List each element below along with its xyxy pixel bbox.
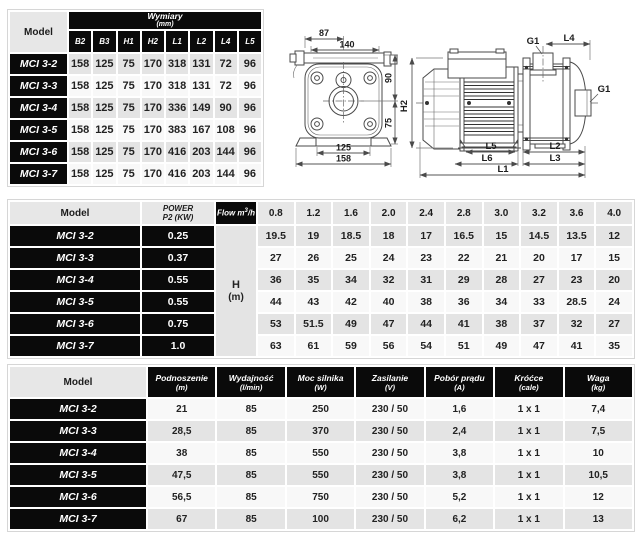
head-value-cell: 23 (408, 248, 444, 268)
spec-header-line2: (W) (314, 382, 327, 392)
spec-value-cell: 5,2 (426, 487, 493, 507)
head-value-cell: 23 (559, 270, 595, 290)
model-cell: MCI 3-3 (10, 248, 140, 268)
dim-value-cell: 131 (190, 76, 212, 96)
table-row (10, 226, 632, 246)
model-cell: MCI 3-2 (10, 226, 140, 246)
model-cell: MCI 3-6 (10, 487, 146, 507)
motor-fan-cover (423, 69, 460, 149)
head-value-cell: 25 (333, 248, 369, 268)
head-value-cell: 36 (258, 270, 294, 290)
flow-value-header: 2.8 (446, 202, 482, 224)
group-title: Wymiary (147, 12, 183, 21)
head-value-cell: 21 (484, 248, 520, 268)
dim-column-header: L1 (166, 31, 188, 52)
power-label-line2: P2 (KW) (162, 213, 194, 222)
dim-value-cell: 75 (118, 142, 140, 162)
head-value-cell: 17 (408, 226, 444, 246)
model-cell: MCI 3-3 (10, 76, 67, 96)
model-cell: MCI 3-2 (10, 399, 146, 419)
pump-technical-drawing (283, 2, 640, 196)
head-value-cell: 51.5 (296, 314, 332, 334)
spec-header-line2: (cale) (519, 382, 539, 392)
dim-column-header: H2 (142, 31, 164, 52)
spec-value-cell: 28,5 (148, 421, 215, 441)
spec-value-cell: 85 (217, 465, 284, 485)
spec-value-cell: 1 x 1 (495, 487, 562, 507)
side-dim-l1: L1 (497, 164, 509, 175)
model-cell: MCI 3-2 (10, 54, 67, 74)
dim-value-cell: 75 (118, 98, 140, 118)
head-value-cell: 38 (408, 292, 444, 312)
spec-header-line2: (V) (384, 382, 395, 392)
spec-value-cell: 100 (287, 509, 354, 529)
spec-value-cell: 7,5 (565, 421, 632, 441)
power-cell: 0.55 (142, 270, 214, 290)
head-value-cell: 14.5 (521, 226, 557, 246)
header-row (10, 367, 632, 397)
head-value-cell: 32 (559, 314, 595, 334)
spec-value-cell: 85 (217, 421, 284, 441)
spec-value-cell: 230 / 50 (356, 443, 423, 463)
spec-value-cell: 12 (565, 487, 632, 507)
spec-value-cell: 85 (217, 487, 284, 507)
dim-value-cell: 158 (69, 142, 91, 162)
spec-value-cell: 370 (287, 421, 354, 441)
head-value-cell: 38 (484, 314, 520, 334)
table-row (10, 142, 261, 162)
pump-right-flange (563, 58, 570, 150)
pump-front-view (290, 51, 397, 146)
head-value-cell: 44 (408, 314, 444, 334)
head-value-cell: 47 (371, 314, 407, 334)
table-row (10, 248, 632, 268)
dimensions-group-header (69, 12, 261, 29)
dim-value-cell: 318 (166, 76, 188, 96)
spec-value-cell: 38 (148, 443, 215, 463)
head-value-cell: 51 (446, 336, 482, 356)
dim-value-cell: 170 (142, 142, 164, 162)
side-dim-h2: H2 (399, 99, 410, 113)
power-label-line1: POWER (162, 204, 194, 213)
head-value-cell: 59 (333, 336, 369, 356)
spec-value-cell: 230 / 50 (356, 487, 423, 507)
dim-value-cell: 96 (239, 54, 261, 74)
front-dim-75: 75 (383, 117, 394, 129)
flow-value-header: 1.2 (296, 202, 332, 224)
dim-value-cell: 158 (69, 120, 91, 140)
head-value-cell: 28 (484, 270, 520, 290)
terminal-box (448, 52, 506, 78)
model-column-header: Model (10, 202, 140, 224)
spec-table-head (10, 367, 632, 397)
dim-value-cell: 90 (215, 98, 237, 118)
side-dim-l5: L5 (485, 141, 497, 152)
model-cell: MCI 3-7 (10, 336, 140, 356)
dim-value-cell: 75 (118, 76, 140, 96)
head-value-cell: 53 (258, 314, 294, 334)
spec-column-header (426, 367, 493, 397)
dim-column-header: H1 (118, 31, 140, 52)
dim-value-cell: 383 (166, 120, 188, 140)
side-dim-l2: L2 (549, 141, 561, 152)
head-value-cell: 18.5 (333, 226, 369, 246)
spec-column-header (565, 367, 632, 397)
dim-column-header: B2 (69, 31, 91, 52)
table-row (10, 76, 261, 96)
head-value-cell: 35 (596, 336, 632, 356)
model-cell: MCI 3-5 (10, 120, 67, 140)
spec-column-header (495, 367, 562, 397)
side-dim-l6: L6 (481, 153, 493, 164)
spec-header-line2: (l/min) (239, 382, 263, 392)
group-unit: (mm) (156, 21, 174, 28)
head-value-cell: 16.5 (446, 226, 482, 246)
head-value-cell: 22 (446, 248, 482, 268)
head-value-cell: 56 (371, 336, 407, 356)
dim-value-cell: 144 (215, 164, 237, 184)
model-cell: MCI 3-7 (10, 509, 146, 529)
side-port (575, 90, 591, 116)
dim-column-header: L5 (239, 31, 261, 52)
dim-value-cell: 96 (239, 120, 261, 140)
spec-header-line2: (m) (175, 382, 188, 392)
table-row (10, 314, 632, 334)
spec-value-cell: 1 x 1 (495, 509, 562, 529)
header-row (10, 12, 261, 29)
head-value-cell: 19.5 (258, 226, 294, 246)
spec-value-cell: 47,5 (148, 465, 215, 485)
dim-column-header: L4 (215, 31, 237, 52)
spec-value-cell: 10,5 (565, 465, 632, 485)
spec-value-cell: 1 x 1 (495, 443, 562, 463)
head-value-cell: 28.5 (559, 292, 595, 312)
power-cell: 0.75 (142, 314, 214, 334)
spec-value-cell: 56,5 (148, 487, 215, 507)
head-value-cell: 12 (596, 226, 632, 246)
flow-value-header: 4.0 (596, 202, 632, 224)
dim-value-cell: 125 (93, 76, 115, 96)
power-cell: 0.37 (142, 248, 214, 268)
head-value-cell: 27 (596, 314, 632, 334)
head-value-cell: 32 (371, 270, 407, 290)
table-row (10, 98, 261, 118)
dim-value-cell: 72 (215, 76, 237, 96)
head-value-cell: 31 (408, 270, 444, 290)
head-meters-label (216, 226, 256, 356)
dim-value-cell: 170 (142, 98, 164, 118)
motor-body (460, 67, 518, 151)
dimensions-table (7, 9, 264, 187)
model-column-header: Model (10, 12, 67, 52)
dim-value-cell: 203 (190, 164, 212, 184)
head-value-cell: 36 (446, 292, 482, 312)
head-value-cell: 35 (296, 270, 332, 290)
head-value-cell: 20 (521, 248, 557, 268)
side-dim-l4: L4 (563, 33, 575, 44)
model-cell: MCI 3-4 (10, 98, 67, 118)
flow-value-header: 3.6 (559, 202, 595, 224)
spec-value-cell: 6,2 (426, 509, 493, 529)
head-value-cell: 27 (258, 248, 294, 268)
spec-value-cell: 1 x 1 (495, 399, 562, 419)
header-row (10, 202, 632, 224)
table-row (10, 336, 632, 356)
specifications-table (7, 364, 635, 532)
head-value-cell: 44 (258, 292, 294, 312)
model-cell: MCI 3-4 (10, 270, 140, 290)
model-cell: MCI 3-6 (10, 142, 67, 162)
spec-column-header (356, 367, 423, 397)
dim-value-cell: 96 (239, 98, 261, 118)
dim-value-cell: 416 (166, 164, 188, 184)
pump-side-view (416, 46, 599, 151)
flow-value-header: 3.2 (521, 202, 557, 224)
dim-table-body (10, 54, 261, 184)
spec-value-cell: 550 (287, 443, 354, 463)
dim-value-cell: 125 (93, 164, 115, 184)
flow-column-header (216, 202, 256, 224)
dim-table-head (10, 12, 261, 52)
head-value-cell: 19 (296, 226, 332, 246)
side-dim-l3: L3 (549, 153, 561, 164)
dim-value-cell: 108 (215, 120, 237, 140)
front-dim-87: 87 (318, 28, 330, 38)
dim-value-cell: 149 (190, 98, 212, 118)
power-cell: 0.55 (142, 292, 214, 312)
table-row (10, 120, 261, 140)
dim-value-cell: 131 (190, 54, 212, 74)
head-value-cell: 26 (296, 248, 332, 268)
head-value-cell: 20 (596, 270, 632, 290)
table-row (10, 509, 632, 529)
head-value-cell: 49 (333, 314, 369, 334)
model-cell: MCI 3-3 (10, 421, 146, 441)
spec-column-header (287, 367, 354, 397)
spec-header-line2: (kg) (591, 382, 606, 392)
spec-value-cell: 230 / 50 (356, 465, 423, 485)
dim-value-cell: 125 (93, 120, 115, 140)
spec-value-cell: 13 (565, 509, 632, 529)
flow-label: Flow m (216, 208, 245, 218)
performance-table (7, 199, 635, 359)
dim-value-cell: 170 (142, 76, 164, 96)
flow-value-header: 2.4 (408, 202, 444, 224)
head-value-cell: 41 (559, 336, 595, 356)
side-dim-g1-side: G1 (597, 84, 611, 95)
flow-exponent: 3 (244, 208, 248, 215)
head-value-cell: 63 (258, 336, 294, 356)
model-cell: MCI 3-7 (10, 164, 67, 184)
spec-value-cell: 2,4 (426, 421, 493, 441)
spec-header-line1: Waga (587, 372, 610, 383)
head-value-cell: 61 (296, 336, 332, 356)
dim-value-cell: 75 (118, 120, 140, 140)
head-value-cell: 24 (371, 248, 407, 268)
dim-value-cell: 75 (118, 54, 140, 74)
head-value-cell: 27 (521, 270, 557, 290)
spec-value-cell: 85 (217, 399, 284, 419)
dim-value-cell: 72 (215, 54, 237, 74)
spec-value-cell: 85 (217, 443, 284, 463)
head-value-cell: 40 (371, 292, 407, 312)
head-value-cell: 42 (333, 292, 369, 312)
dim-value-cell: 125 (93, 54, 115, 74)
dim-value-cell: 158 (69, 98, 91, 118)
spec-value-cell: 550 (287, 465, 354, 485)
head-value-cell: 29 (446, 270, 482, 290)
spec-value-cell: 3,8 (426, 443, 493, 463)
pump-body (530, 64, 563, 144)
flow-value-header: 2.0 (371, 202, 407, 224)
flow-value-header: 1.6 (333, 202, 369, 224)
spec-column-header (148, 367, 215, 397)
head-value-cell: 47 (521, 336, 557, 356)
dim-value-cell: 203 (190, 142, 212, 162)
model-cell: MCI 3-4 (10, 443, 146, 463)
model-column-header: Model (10, 367, 146, 397)
dim-value-cell: 96 (239, 142, 261, 162)
head-value-cell: 13.5 (559, 226, 595, 246)
table-row (10, 54, 261, 74)
table-row (10, 465, 632, 485)
dim-value-cell: 416 (166, 142, 188, 162)
power-cell: 0.25 (142, 226, 214, 246)
power-cell: 1.0 (142, 336, 214, 356)
dim-value-cell: 170 (142, 54, 164, 74)
model-cell: MCI 3-6 (10, 314, 140, 334)
head-value-cell: 41 (446, 314, 482, 334)
dim-value-cell: 336 (166, 98, 188, 118)
pump-left-flange (523, 58, 530, 150)
spec-value-cell: 750 (287, 487, 354, 507)
dim-value-cell: 96 (239, 76, 261, 96)
table-row (10, 443, 632, 463)
spec-value-cell: 1,6 (426, 399, 493, 419)
spec-value-cell: 1 x 1 (495, 421, 562, 441)
head-value-cell: 54 (408, 336, 444, 356)
head-value-cell: 17 (559, 248, 595, 268)
head-value-cell: 15 (484, 226, 520, 246)
spec-header-line1: Wydajność (228, 372, 274, 383)
table-row (10, 270, 632, 290)
head-label-line2: (m) (228, 291, 244, 303)
table-row (10, 164, 261, 184)
dim-value-cell: 144 (215, 142, 237, 162)
head-value-cell: 49 (484, 336, 520, 356)
head-value-cell: 34 (484, 292, 520, 312)
spec-header-line1: Podnoszenie (155, 372, 208, 383)
table-row (10, 292, 632, 312)
perf-table-head (10, 202, 632, 224)
head-value-cell: 24 (596, 292, 632, 312)
front-left-foot (296, 138, 316, 146)
spec-value-cell: 230 / 50 (356, 421, 423, 441)
dim-value-cell: 167 (190, 120, 212, 140)
front-dim-158: 158 (335, 153, 352, 164)
spec-header-line1: Króćce (514, 372, 544, 383)
spec-value-cell: 1 x 1 (495, 465, 562, 485)
dim-value-cell: 158 (69, 54, 91, 74)
table-row (10, 421, 632, 441)
spec-value-cell: 85 (217, 509, 284, 529)
head-value-cell: 33 (521, 292, 557, 312)
spec-value-cell: 7,4 (565, 399, 632, 419)
spec-value-cell: 230 / 50 (356, 509, 423, 529)
head-value-cell: 37 (521, 314, 557, 334)
dim-value-cell: 170 (142, 120, 164, 140)
head-value-cell: 15 (596, 248, 632, 268)
table-row (10, 487, 632, 507)
dim-value-cell: 170 (142, 164, 164, 184)
perf-table-body (10, 226, 632, 356)
spec-value-cell: 67 (148, 509, 215, 529)
spec-table-body (10, 399, 632, 529)
side-dim-g1-top: G1 (526, 36, 540, 47)
head-value-cell: 43 (296, 292, 332, 312)
spec-header-line2: (A) (454, 382, 465, 392)
spec-value-cell: 3,8 (426, 465, 493, 485)
spec-value-cell: 10 (565, 443, 632, 463)
table-row (10, 399, 632, 419)
head-label-line1: H (232, 278, 240, 291)
front-dim-90: 90 (383, 72, 394, 84)
dim-value-cell: 158 (69, 164, 91, 184)
flow-unit: /h (247, 208, 255, 218)
dim-value-cell: 96 (239, 164, 261, 184)
spec-header-line1: Zasilanie (371, 372, 409, 383)
spec-value-cell: 230 / 50 (356, 399, 423, 419)
dim-value-cell: 125 (93, 142, 115, 162)
dim-value-cell: 318 (166, 54, 188, 74)
flow-value-header: 0.8 (258, 202, 294, 224)
spec-header-line1: Moc silnika (297, 372, 344, 383)
dim-value-cell: 158 (69, 76, 91, 96)
model-cell: MCI 3-5 (10, 292, 140, 312)
power-column-header (142, 202, 214, 224)
dim-value-cell: 125 (93, 98, 115, 118)
spec-value-cell: 21 (148, 399, 215, 419)
head-value-cell: 34 (333, 270, 369, 290)
front-right-foot (371, 138, 391, 146)
dim-column-header: B3 (93, 31, 115, 52)
front-dim-125: 125 (335, 142, 352, 153)
model-cell: MCI 3-5 (10, 465, 146, 485)
spec-value-cell: 250 (287, 399, 354, 419)
head-value-cell: 18 (371, 226, 407, 246)
dim-value-cell: 75 (118, 164, 140, 184)
front-dim-140: 140 (339, 39, 355, 50)
dim-column-header: L2 (190, 31, 212, 52)
flow-value-header: 3.0 (484, 202, 520, 224)
spec-header-line1: Pobór prądu (434, 372, 485, 383)
spec-column-header (217, 367, 284, 397)
